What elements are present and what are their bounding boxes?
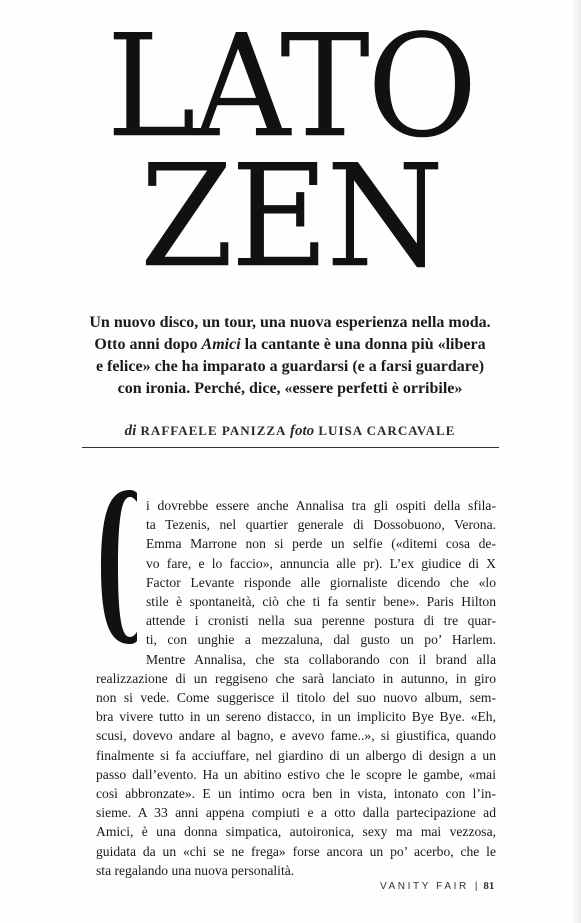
article-line: Factor Levante risponde alle giornaliste dicendo che «lo <box>146 574 496 590</box>
article-line: ta Tezenis, nel quartier generale di Dossobuono, Verona. <box>146 517 496 533</box>
byline-author: RAFFAELE PANIZZA <box>140 423 286 438</box>
page-edge-shadow <box>571 0 581 923</box>
article-line: i dovrebbe essere anche Annalisa tra gli ospiti della sfila- <box>146 498 496 513</box>
article-line: scusi, dovevo andare al bagno, e avevo fame..», si giustifica, quando <box>96 728 496 744</box>
article-line: finalmente si fa acciuffare, nel giardino di un albergo di design a un <box>96 747 496 763</box>
article-line: Emma Marrone non si perde un selfie («ditemi cosa de- <box>146 536 496 552</box>
page-number: 81 <box>483 880 495 892</box>
article-line: ti, con unghie a mezzaluna, dal gusto un po’ Harlem. <box>146 632 496 648</box>
byline-foto: foto <box>289 423 315 439</box>
footer-separator: | <box>474 881 478 892</box>
headline-line-2: ZEN <box>139 134 442 299</box>
standfirst-italic-show: Amici <box>201 336 241 353</box>
byline-di: di <box>124 423 137 439</box>
article-line: realizzazione di un reggiseno che sarà lanciato in autunno, in giro <box>96 670 496 686</box>
article-line: bra vivere tutto in un sereno distacco, in un implicito Bye Bye. «Eh, <box>96 709 496 725</box>
article-line: non si vede. Come suggerisce il titolo del suo nuovo album, sem- <box>96 690 496 706</box>
byline-photographer: LUISA CARCAVALE <box>318 423 456 438</box>
standfirst-line-2 <box>60 334 520 356</box>
footer-magazine: VANITY FAIR <box>380 881 469 892</box>
byline <box>80 423 500 440</box>
standfirst-line-1: Un nuovo disco, un tour, una nuova esperienza nella moda. <box>89 314 491 331</box>
article-line: stile è spontaneità, ciò che ti fa sentir bene». Paris Hilton <box>146 594 496 610</box>
standfirst <box>60 312 520 400</box>
headline-line-1: LATO <box>106 4 475 169</box>
article-line: guidata da un «chi se ne frega» forse ancora un po’ acerbo, che le <box>96 843 496 859</box>
standfirst-text: la cantante è una donna più «libera <box>240 336 486 353</box>
byline-rule <box>82 447 499 448</box>
article-line: sieme. A 33 anni appena compiuti e a otto dalla partecipazione ad <box>96 805 496 821</box>
standfirst-text: Otto anni dopo <box>94 336 202 353</box>
page-footer <box>380 880 494 892</box>
article-line: sta regalando una nuova personalità. <box>96 862 295 878</box>
article-body <box>96 496 496 880</box>
standfirst-line-3: e felice» che ha imparato a guardarsi (e a farsi guardare) <box>95 358 485 375</box>
article-line: passo dall’evento. Ha un abitino estivo che le scopre le gambe, «mai <box>96 766 496 782</box>
article-line: così abbronzate». E un intimo ocra ben in vista, intonato con l’in- <box>96 786 496 802</box>
article-line: attende i cronisti nella sua perenne postura di tre quar- <box>146 613 496 629</box>
standfirst-line-4: con ironia. Perché, dice, «essere perfetti è orribile» <box>117 380 463 397</box>
article-line: Mentre Annalisa, che sta collaborando con il brand alla <box>146 651 496 667</box>
article-line: Amici, è una donna simpatica, autoironica, sexy ma mai vezzosa, <box>96 824 496 840</box>
article-line: vo fare, e lo faccio», annuncia alle pr). L’ex giudice di X <box>146 555 496 571</box>
